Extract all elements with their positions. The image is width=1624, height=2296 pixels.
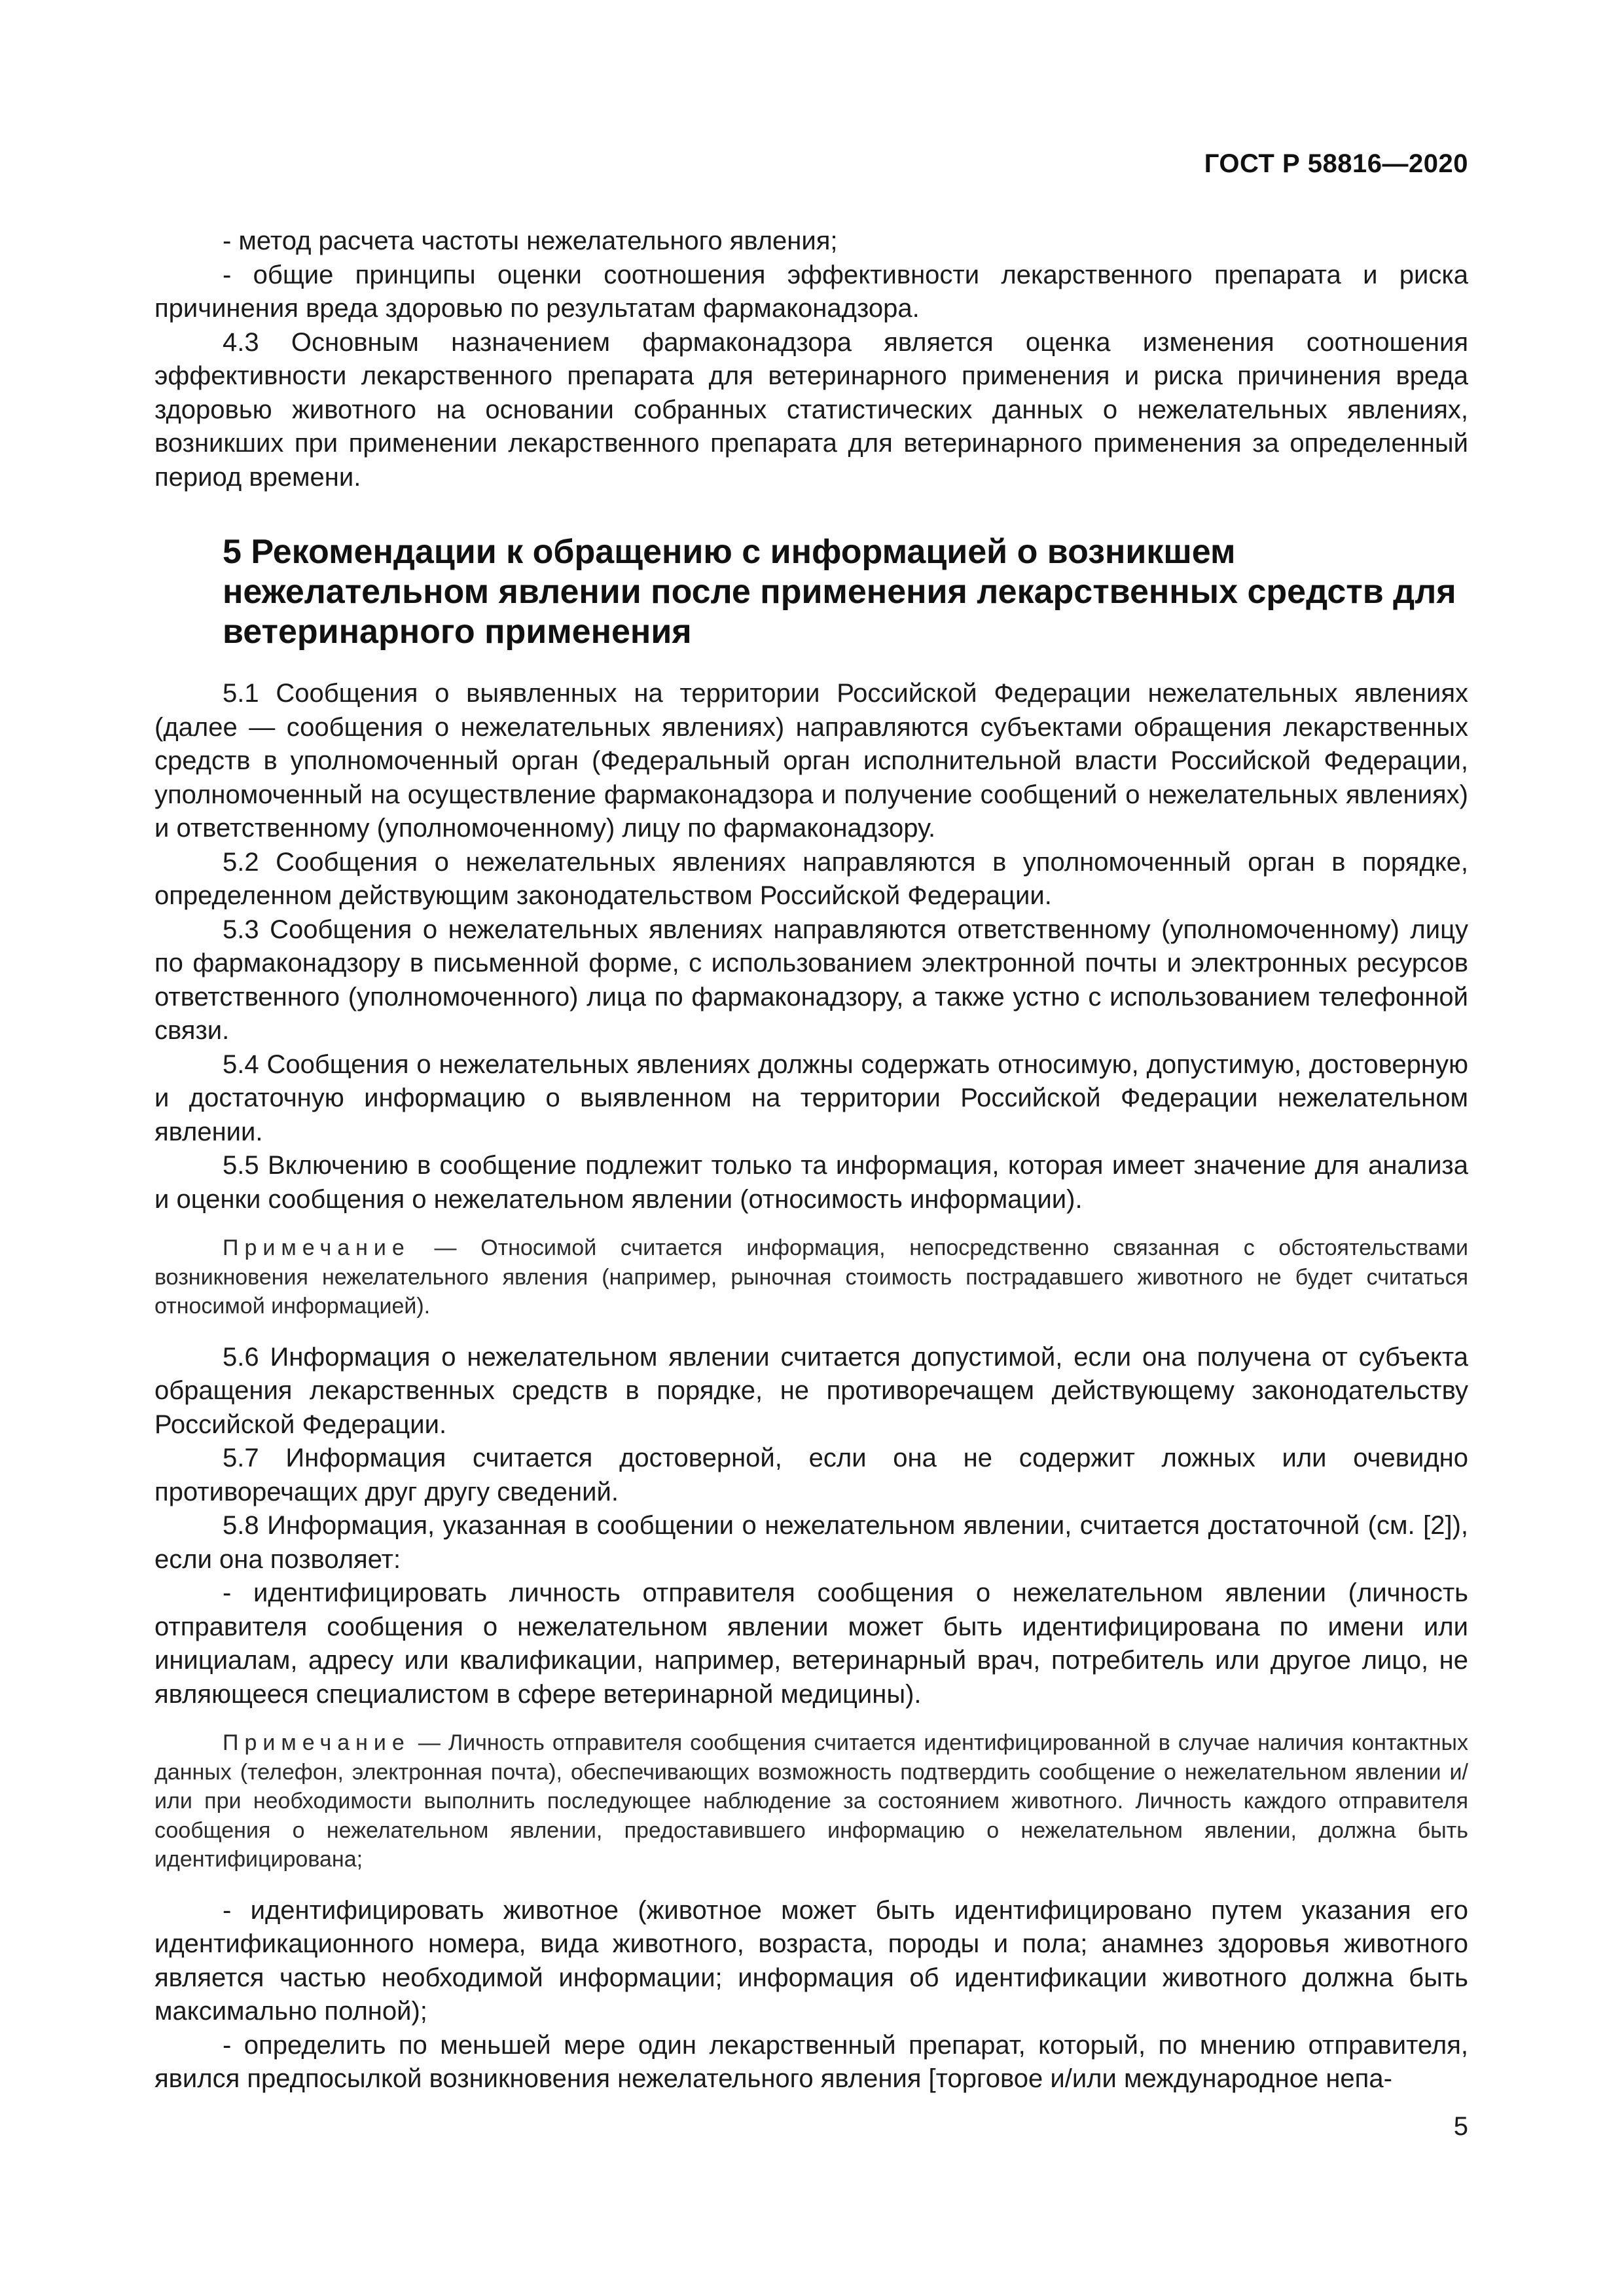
paragraph-4-3: 4.3 Основным назначением фармаконадзора является оценка изменения соотношения эффективности лекарственного препарата для ветеринарного применения и риска причинения вреда здоровью животного на основании собранных статистических данных о нежелательных явлениях, возникших при применении лекарственного препарата для ветеринарного применения за определенный период времени. <box>154 327 1468 492</box>
paragraph-5-2: 5.2 Сообщения о нежелательных явлениях направляются в уполномоченный орган в порядке, определенном действующим законодательством Российской Федерации. <box>154 847 1468 910</box>
note-label: Примечание <box>223 1235 410 1260</box>
list-item-identify-drug: - определить по меньшей мере один лекарственный препарат, который, по мнению отправителя, явился предпосылкой возникновения нежелательного явления [торговое и/или международное непа- <box>154 2030 1468 2093</box>
section-5-heading: 5 Рекомендации к обращению с информацией о возникшем нежелательном явлении после применения лекарственных средств для ветеринарного применения <box>223 533 1456 651</box>
paragraph-5-7: 5.7 Информация считается достоверной, если она не содержит ложных или очевидно противоречащих друг другу сведений. <box>154 1444 1468 1506</box>
note-label: Примечание <box>223 1730 410 1755</box>
list-item-identify-animal: - идентифицировать животное (животное может быть идентифицировано путем указания его идентификационного номера, вида животного, возраста, породы и пола; анамнез здоровья животного является частью необходимой информации; информация об идентификации животного должна быть максимально полной); <box>154 1895 1468 2026</box>
standard-code-header: ГОСТ Р 58816—2020 <box>1204 149 1468 178</box>
paragraph-5-4: 5.4 Сообщения о нежелательных явлениях должны содержать относимую, допустимую, достоверную и достаточную информацию о выявленном на территории Российской Федерации нежелательном явлении. <box>154 1049 1468 1146</box>
paragraph-5-3: 5.3 Сообщения о нежелательных явлениях направляются ответственному (уполномоченному) лицу по фармаконадзору в письменной форме, с использованием электронной почты и электронных ресурсов ответственного (уполномоченного) лица по фармаконадзору, а также устно с использованием телефонной связи. <box>154 915 1468 1045</box>
list-item-method: - метод расчета частоты нежелательного явления; <box>223 227 838 255</box>
list-item-principles: - общие принципы оценки соотношения эффективности лекарственного препарата и риска причинения вреда здоровью по результатам фармаконадзора. <box>154 260 1468 323</box>
list-item-identify-sender: - идентифицировать личность отправителя сообщения о нежелательном явлении (личность отправителя сообщения о нежелательном явлении может быть идентифицирована по имени или инициалам, адресу или квалификации, например, ветеринарный врач, потребитель или другое лицо, не являющееся специалистом в сфере ветеринарной медицины). <box>154 1578 1468 1709</box>
note-sender-identity <box>154 1728 1468 1874</box>
note-text: — Относимой считается информация, непосредственно связанная с обстоятельствами возникновения нежелательного явления (например, рыночная стоимость пострадавшего животного не будет считаться относимой информацией). <box>154 1235 1468 1319</box>
paragraph-5-8: 5.8 Информация, указанная в сообщении о нежелательном явлении, считается достаточной (см. [2]), если она позволяет: <box>154 1511 1468 1574</box>
note-text: — Личность отправителя сообщения считается идентифицированной в случае наличия контактных данных (телефон, электронная почта), обеспечивающих возможность подтвердить сообщение о нежелательном явлении и/или при необходимости выполнить последующее наблюдение за состоянием животного. Личность каждого отправителя сообщения о нежелательном явлении, предоставившего информацию о нежелательном явлении, должна быть идентифицирована; <box>154 1730 1468 1872</box>
page-content <box>154 225 1468 2096</box>
page-number: 5 <box>1453 2112 1468 2141</box>
paragraph-5-6: 5.6 Информация о нежелательном явлении считается допустимой, если она получена от субъекта обращения лекарственных средств в порядке, не противоречащем действующему законодательству Российской Федерации. <box>154 1342 1468 1439</box>
paragraph-5-5: 5.5 Включению в сообщение подлежит только та информация, которая имеет значение для анализа и оценки сообщения о нежелательном явлении (относимость информации). <box>154 1151 1468 1214</box>
paragraph-5-1: 5.1 Сообщения о выявленных на территории Российской Федерации нежелательных явлениях (далее — сообщения о нежелательных явлениях) направляются субъектами обращения лекарственных средств в уполномоченный орган (Федеральный орган исполнительной власти Российской Федерации, уполномоченный на осуществление фармаконадзора и получение сообщений о нежелательных явлениях) и ответственному (уполномоченному) лицу по фармаконадзору. <box>154 679 1468 843</box>
note-relevance <box>154 1233 1468 1321</box>
